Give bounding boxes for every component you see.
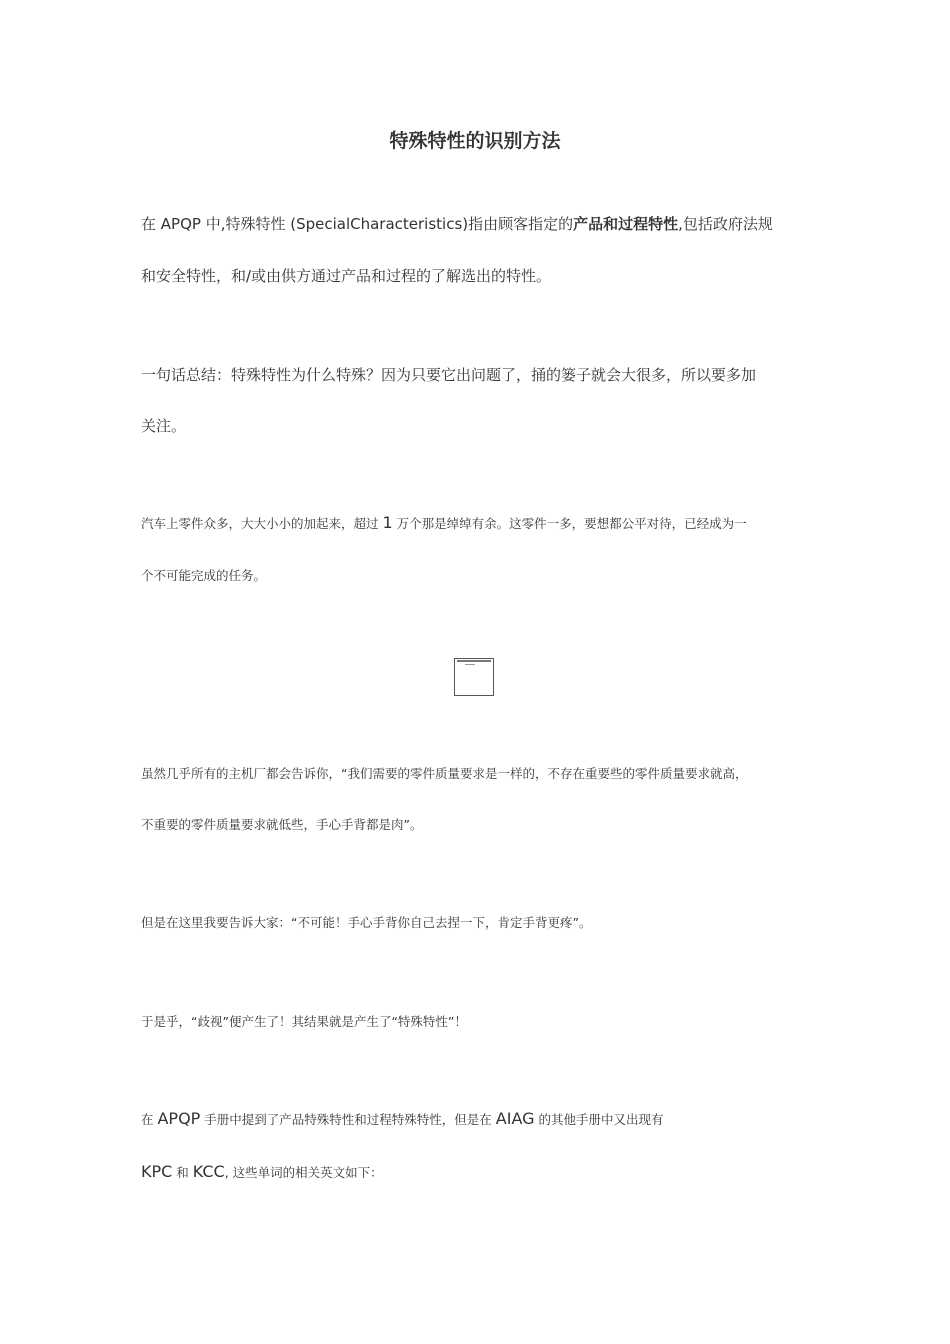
number-text: 1: [382, 513, 393, 532]
paragraph-1-line-2: 和安全特性，和/或由供方通过产品和过程的了解选出的特性。: [141, 267, 552, 285]
text-segment: ,包括政府法规: [678, 215, 773, 233]
acronym-aiag: AIAG: [495, 1109, 535, 1128]
text-segment: 在: [141, 1112, 158, 1127]
bold-text: 产品和过程特性: [573, 215, 679, 233]
acronym-kpc: KPC: [141, 1162, 173, 1181]
embedded-image-placeholder: [454, 658, 494, 696]
page-title: 特殊特性的识别方法: [389, 130, 561, 152]
text-segment: 在 APQP 中,特殊特性 (SpecialCharacteristics)指由顾客指定的: [141, 215, 574, 233]
paragraph-4-line-2: 不重要的零件质量要求就低些，手心手背都是肉”。: [141, 817, 423, 832]
acronym-kcc: KCC: [192, 1162, 225, 1181]
text-segment: , 这些单词的相关英文如下：: [224, 1165, 383, 1180]
paragraph-3-line-1: [141, 513, 831, 532]
paragraph-2-line-1: 一句话总结：特殊特性为什么特殊？因为只要它出问题了，捅的篓子就会大很多，所以要多加: [141, 366, 757, 384]
paragraph-5-line-1: 但是在这里我要告诉大家：“不可能！手心手背你自己去捏一下，肯定手背更疼”。: [141, 915, 592, 930]
paragraph-7-line-1: [141, 1109, 831, 1128]
text-segment: 和: [172, 1165, 193, 1180]
image-thumbnail-detail: [457, 660, 491, 662]
paragraph-7-line-2: [141, 1162, 831, 1181]
image-thumbnail-detail: [465, 664, 475, 665]
text-segment: 汽车上零件众多，大大小小的加起来，超过: [141, 516, 383, 531]
paragraph-1-line-1: [141, 213, 831, 234]
paragraph-4-line-1: 虽然几乎所有的主机厂都会告诉你，“我们需要的零件质量要求是一样的，不存在重要些的零件质量要求就高，: [141, 766, 748, 781]
paragraph-6-line-1: 于是乎，“歧视”便产生了！其结果就是产生了“特殊特性”！: [141, 1014, 467, 1029]
text-segment: 万个那是绰绰有余。这零件一多，要想都公平对待，已经成为一: [392, 516, 747, 531]
text-segment: 的其他手册中又出现有: [534, 1112, 664, 1127]
text-segment: 手册中提到了产品特殊特性和过程特殊特性，但是在: [200, 1112, 496, 1127]
paragraph-2-line-2: 关注。: [141, 417, 187, 435]
acronym-apqp: APQP: [157, 1109, 201, 1128]
paragraph-3-line-2: 个不可能完成的任务。: [141, 568, 267, 583]
